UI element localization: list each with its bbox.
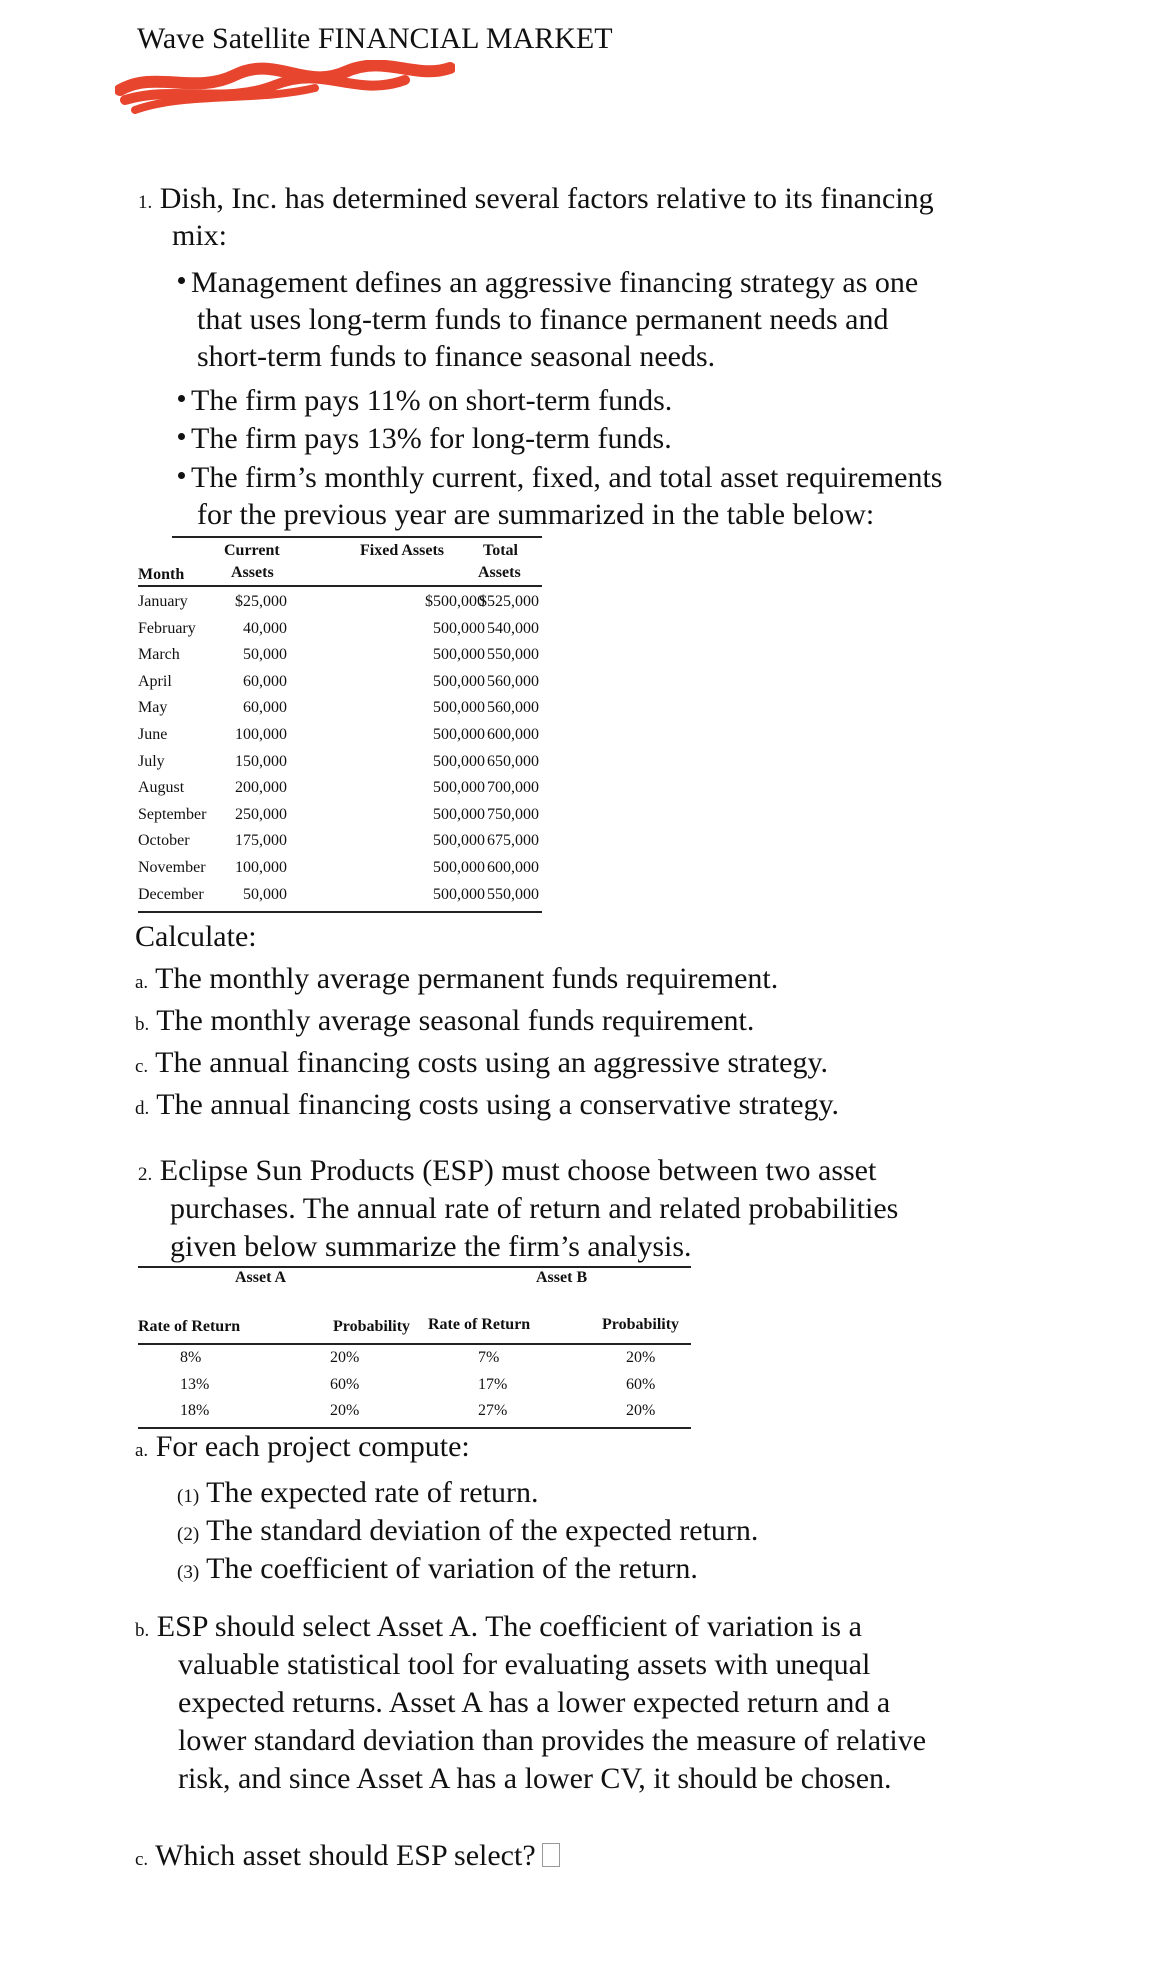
table1-cell-month: July: [138, 753, 165, 770]
bullet-3: The firm pays 13% for long-term funds.: [178, 420, 672, 457]
table1-cell-month: December: [138, 886, 204, 903]
table1-cell-fixed: 500,000: [433, 753, 485, 770]
table1-cell-fixed: 500,000: [433, 620, 485, 637]
asset-b-heading: Asset B: [536, 1269, 588, 1286]
table1-cell-fixed: 500,000: [433, 806, 485, 823]
table2-cell-prob-a: 60%: [330, 1376, 360, 1393]
table1-cell-total: 675,000: [487, 832, 539, 849]
table1-cell-current: 100,000: [235, 859, 287, 876]
col-prob-a: Probability: [333, 1318, 411, 1335]
table1-cell-total: 550,000: [487, 646, 539, 663]
col-current-2: Assets: [231, 564, 274, 581]
table1-cell-fixed: $500,000: [425, 593, 485, 610]
table2-cell-rate-a: 13%: [180, 1376, 210, 1393]
table2-top-rule: [138, 1266, 691, 1268]
q2-part-c: c. Which asset should ESP select?: [135, 1837, 560, 1878]
q1-intro-line2: mix:: [172, 219, 228, 252]
table1-cell-fixed: 500,000: [433, 859, 485, 876]
q2-part-b-line4: lower standard deviation than provides the measure of relative: [178, 1724, 927, 1757]
table1-cell-total: 560,000: [487, 673, 539, 690]
table1-cell-fixed: 500,000: [433, 699, 485, 716]
table1-cell-fixed: 500,000: [433, 779, 485, 796]
table1-cell-month: March: [138, 646, 180, 663]
table2-cell-prob-b: 20%: [626, 1402, 656, 1419]
table2-cell-prob-b: 20%: [626, 1349, 656, 1366]
table1-cell-month: August: [138, 779, 185, 796]
col-total-1: Total: [483, 542, 518, 559]
q2-intro-line3: given below summarize the firm’s analysis.: [170, 1230, 692, 1263]
table1-cell-current: 100,000: [235, 726, 287, 743]
table1-bottom-rule: [138, 911, 542, 913]
q1-item-b: b. The monthly average seasonal funds requirement.: [135, 1004, 755, 1037]
col-rate-a: Rate of Return: [138, 1318, 241, 1335]
table1-cell-current: 50,000: [243, 646, 287, 663]
col-fixed: Fixed Assets: [360, 542, 444, 559]
answer-checkbox[interactable]: [542, 1843, 560, 1867]
bullet-4: The firm’s monthly current, fixed, and total asset requirements for the previous year are summarized in the table below:: [178, 459, 942, 533]
col-prob-b: Probability: [602, 1316, 680, 1333]
q2-part-b-line3: expected returns. Asset A has a lower expected return and a: [178, 1686, 891, 1719]
page-title: Wave Satellite FINANCIAL MARKET: [137, 22, 613, 55]
table1-cell-current: 60,000: [243, 699, 287, 716]
table1-cell-month: April: [138, 673, 172, 690]
table2-cell-prob-a: 20%: [330, 1349, 360, 1366]
table1-cell-total: 700,000: [487, 779, 539, 796]
q1-item-a: a. The monthly average permanent funds requirement.: [135, 962, 779, 995]
q1-item-d: d. The annual financing costs using a conservative strategy.: [135, 1088, 840, 1121]
table2-cell-rate-b: 27%: [478, 1402, 508, 1419]
col-current-1: Current: [224, 542, 280, 559]
table1-cell-fixed: 500,000: [433, 886, 485, 903]
table1-cell-month: February: [138, 620, 196, 637]
table1-cell-current: 200,000: [235, 779, 287, 796]
q2-part-a-sub1: (1) The expected rate of return.: [177, 1476, 539, 1509]
calculate-label: Calculate:: [135, 920, 257, 953]
bullet-1: Management defines an aggressive financing strategy as one that uses long-term funds to finance permanent needs and short-term funds to finance seasonal needs.: [178, 264, 918, 375]
redaction-scribble: [115, 60, 455, 120]
table2-cell-rate-b: 17%: [478, 1376, 508, 1393]
table1-cell-total: 560,000: [487, 699, 539, 716]
table1-cell-month: November: [138, 859, 206, 876]
table1-cell-current: 150,000: [235, 753, 287, 770]
table2-cell-rate-a: 8%: [180, 1349, 202, 1366]
q2-part-a-sub3: (3) The coefficient of variation of the return.: [177, 1552, 698, 1585]
asset-a-heading: Asset A: [235, 1269, 287, 1286]
table1-cell-fixed: 500,000: [433, 673, 485, 690]
q2-intro-line1: 2. Eclipse Sun Products (ESP) must choose between two asset: [138, 1154, 877, 1187]
q1-intro: [138, 180, 934, 221]
q1-intro-line1: Dish, Inc. has determined several factors relative to its financing: [159, 182, 934, 215]
table1-cell-total: 750,000: [487, 806, 539, 823]
col-rate-b: Rate of Return: [428, 1316, 531, 1333]
table1-cell-current: 40,000: [243, 620, 287, 637]
table1-cell-total: 550,000: [487, 886, 539, 903]
q2-part-b-line5: risk, and since Asset A has a lower CV, it should be chosen.: [178, 1762, 892, 1795]
q1-item-c: c. The annual financing costs using an aggressive strategy.: [135, 1046, 829, 1079]
table1-cell-total: 600,000: [487, 726, 539, 743]
table1-cell-current: 50,000: [243, 886, 287, 903]
bullet-2: The firm pays 11% on short-term funds.: [178, 382, 672, 419]
q1-number: 1.: [138, 192, 153, 213]
table2-header-rule: [138, 1343, 691, 1345]
table2-cell-rate-b: 7%: [478, 1349, 500, 1366]
col-total-2: Assets: [478, 564, 521, 581]
table2-cell-prob-a: 20%: [330, 1402, 360, 1419]
table1-cell-month: May: [138, 699, 168, 716]
table1-cell-fixed: 500,000: [433, 646, 485, 663]
table1-cell-total: 540,000: [487, 620, 539, 637]
q2-intro-line2: purchases. The annual rate of return and related probabilities: [170, 1192, 899, 1225]
q2-part-b-line1: b. ESP should select Asset A. The coefficient of variation is a: [135, 1610, 862, 1643]
table2-cell-prob-b: 60%: [626, 1376, 656, 1393]
col-month: Month: [138, 566, 185, 583]
table1-cell-current: 250,000: [235, 806, 287, 823]
table1-cell-current: 175,000: [235, 832, 287, 849]
table1-header-rule: [138, 585, 542, 587]
table1-cell-current: $25,000: [235, 593, 287, 610]
q2-part-a-sub2: (2) The standard deviation of the expected return.: [177, 1514, 759, 1547]
table1-cell-month: January: [138, 593, 188, 610]
table1-cell-month: June: [138, 726, 168, 743]
table1-cell-month: October: [138, 832, 190, 849]
table1-cell-total: 650,000: [487, 753, 539, 770]
table1-cell-fixed: 500,000: [433, 726, 485, 743]
q2-part-b-line2: valuable statistical tool for evaluating assets with unequal: [178, 1648, 871, 1681]
table1-cell-total: $525,000: [479, 593, 539, 610]
table1-top-rule: [172, 536, 542, 538]
table1-cell-total: 600,000: [487, 859, 539, 876]
table2-cell-rate-a: 18%: [180, 1402, 210, 1419]
table1-cell-month: September: [138, 806, 207, 823]
table1-cell-current: 60,000: [243, 673, 287, 690]
table1-cell-fixed: 500,000: [433, 832, 485, 849]
q2-part-a: a. For each project compute:: [135, 1430, 470, 1463]
